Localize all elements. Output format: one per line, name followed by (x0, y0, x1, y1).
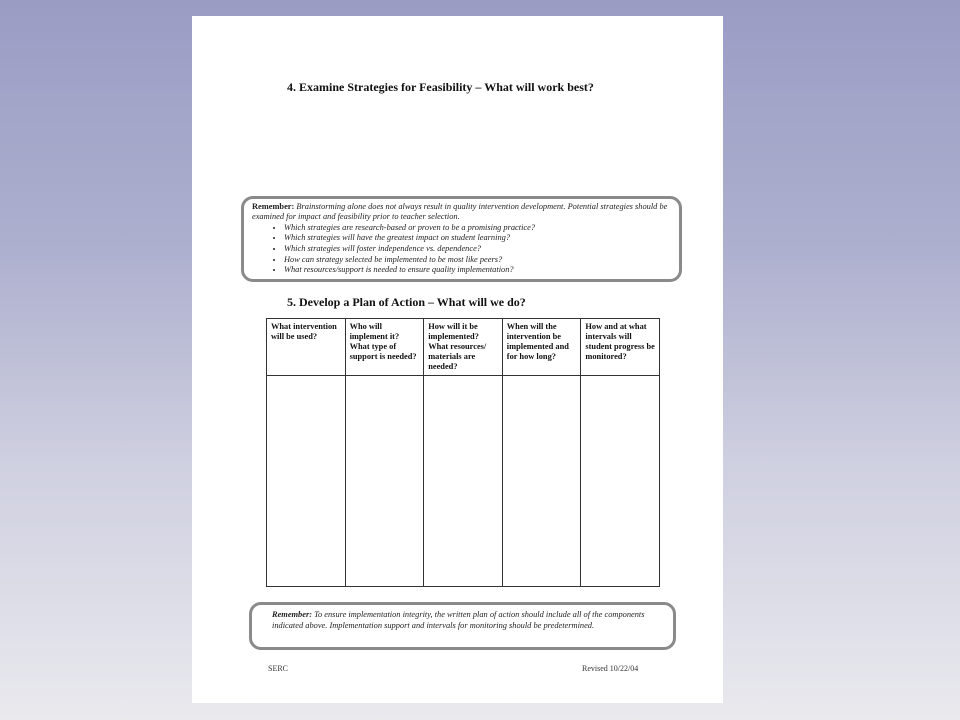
remember-callout-strategies (241, 196, 682, 282)
list-item: • Which strategies are research-based or proven to be a promising practice? (284, 223, 669, 234)
table-cell[interactable] (267, 376, 346, 587)
strategy-question-list (252, 223, 669, 276)
table-row (267, 376, 660, 587)
list-item: • Which strategies will foster independence vs. dependence? (284, 244, 669, 255)
document-page (192, 16, 723, 703)
callout-lead: Remember: (252, 202, 295, 211)
table-cell[interactable] (502, 376, 581, 587)
callout-body: Brainstorming alone does not always result in quality intervention development. Potential strategies should be examined for impact and feasibility prior to teacher selection. (252, 202, 668, 222)
remember-callout-implementation (249, 602, 676, 650)
column-header: Who will implement it? What type of support is needed? (345, 319, 424, 376)
footer-left: SERC (268, 664, 289, 673)
footer-revised-date: Revised 10/22/04 (582, 664, 639, 673)
list-item: • What resources/support is needed to ensure quality implementation? (284, 265, 669, 276)
column-header: How and at what intervals will student progress be monitored? (581, 319, 660, 376)
table-header-row (267, 319, 660, 376)
list-item: • How can strategy selected be implemented to be most like peers? (284, 255, 669, 266)
plan-of-action-table (266, 318, 660, 587)
table-cell[interactable] (581, 376, 660, 587)
callout-text (272, 610, 663, 631)
section-5-heading: 5. Develop a Plan of Action – What will we do? (287, 295, 526, 309)
callout-body: To ensure implementation integrity, the written plan of action should include all of the components indicated above. Implementation support and intervals for monitoring should be predetermined. (272, 610, 645, 630)
column-header: When will the intervention be implemented and for how long? (502, 319, 581, 376)
table-cell[interactable] (424, 376, 503, 587)
callout-text (252, 202, 669, 223)
table-cell[interactable] (345, 376, 424, 587)
list-item: • Which strategies will have the greatest impact on student learning? (284, 233, 669, 244)
section-4-heading: 4. Examine Strategies for Feasibility – What will work best? (287, 80, 594, 94)
column-header: How will it be implemented? What resources/ materials are needed? (424, 319, 503, 376)
column-header: What intervention will be used? (267, 319, 346, 376)
callout-lead: Remember: (272, 610, 313, 619)
